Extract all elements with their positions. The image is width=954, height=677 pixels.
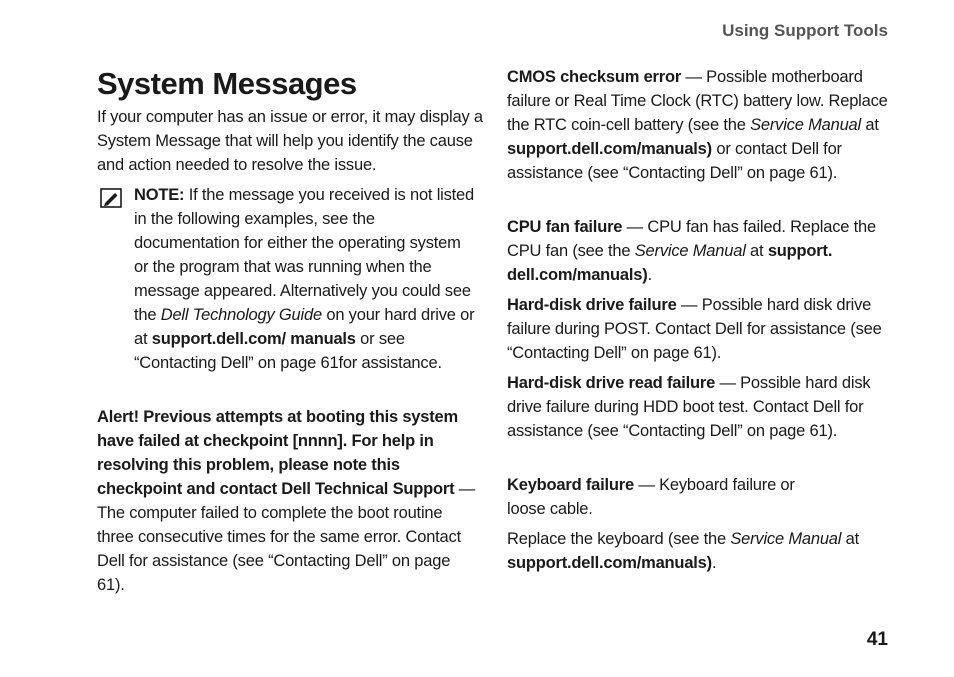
- cmos-text-part3: or contact Dell for assistance (see “Contacting Dell” on page 61).: [507, 140, 842, 182]
- note-label: NOTE:: [134, 186, 185, 204]
- cpu-fan-text-part3: .: [647, 266, 652, 284]
- hdd-failure-title: Hard-disk drive failure: [507, 296, 677, 314]
- keyboard-replace-part1: Replace the keyboard (see the: [507, 530, 731, 548]
- cpu-fan-manual-title: Service Manual: [634, 242, 746, 260]
- cpu-fan-text-part2: at: [745, 242, 768, 260]
- cpu-fan-text-part1: — CPU fan has failed. Replace the CPU fan (see the: [507, 218, 876, 260]
- alert-description: — The computer failed to complete the boot routine three consecutive times for the same error. Contact Dell for assistance (see “Contacting Dell” on page 61).: [97, 480, 476, 594]
- hdd-read-failure-title: Hard-disk drive read failure: [507, 374, 716, 392]
- hdd-failure-description: — Possible hard disk drive failure during POST. Contact Dell for assistance (see “Contacting Dell” on page 61).: [507, 296, 882, 362]
- keyboard-failure-description: — Keyboard failure or loose cable.: [507, 476, 795, 518]
- note-guide-title: Dell Technology Guide: [160, 306, 322, 324]
- cpu-fan-title: CPU fan failure: [507, 218, 623, 236]
- hdd-failure-entry: [507, 293, 899, 365]
- keyboard-manual-title: Service Manual: [730, 530, 842, 548]
- section-header: Using Support Tools: [722, 21, 888, 40]
- note-text-part1: If the message you received is not listed in the following examples, see the documentation for either the operating system or the program that was running when the message appeared. Alternatively you could see the: [134, 186, 475, 324]
- cmos-support-link[interactable]: support.dell.com/manuals): [507, 140, 712, 158]
- page-title: System Messages: [97, 66, 357, 101]
- alert-title: Alert! Previous attempts at booting this system have failed at checkpoint [nnnn]. For help in resolving this problem, please note this checkpoint and contact Dell Technical Support: [97, 408, 459, 498]
- keyboard-replace-part2: at: [841, 530, 859, 548]
- note-text-part3: or see “Contacting Dell” on page 61for assistance.: [134, 330, 442, 372]
- alert-message-entry: [97, 405, 482, 597]
- cmos-error-title: CMOS checksum error: [507, 68, 682, 86]
- intro-paragraph: If your computer has an issue or error, it may display a System Message that will help you identify the cause and action needed to resolve the issue.: [97, 108, 483, 174]
- keyboard-replace-entry: [507, 527, 899, 575]
- keyboard-support-link[interactable]: support.dell.com/manuals): [507, 554, 712, 572]
- keyboard-failure-title: Keyboard failure: [507, 476, 635, 494]
- page-number: 41: [866, 629, 888, 650]
- hdd-read-failure-entry: [507, 371, 899, 443]
- cpu-fan-entry: [507, 215, 899, 287]
- note-text: [134, 183, 479, 375]
- note-support-link[interactable]: support.dell.com/ manuals: [151, 330, 356, 348]
- cmos-text-part2: at: [860, 116, 879, 134]
- cmos-text-part1: — Possible motherboard failure or Real Time Clock (RTC) battery low. Replace the RTC coin-cell battery (see the: [507, 68, 888, 134]
- keyboard-replace-part3: .: [711, 554, 717, 572]
- cmos-error-entry: [507, 65, 899, 185]
- hdd-read-failure-description: — Possible hard disk drive failure during HDD boot test. Contact Dell for assistance (see “Contacting Dell” on page 61).: [507, 374, 871, 440]
- note-text-part2: on your hard drive or at: [134, 306, 475, 348]
- keyboard-failure-entry: [507, 473, 837, 521]
- cpu-fan-support-link[interactable]: support. dell.com/manuals): [507, 242, 833, 284]
- note-pencil-icon: [100, 188, 122, 208]
- cmos-manual-title: Service Manual: [750, 116, 861, 134]
